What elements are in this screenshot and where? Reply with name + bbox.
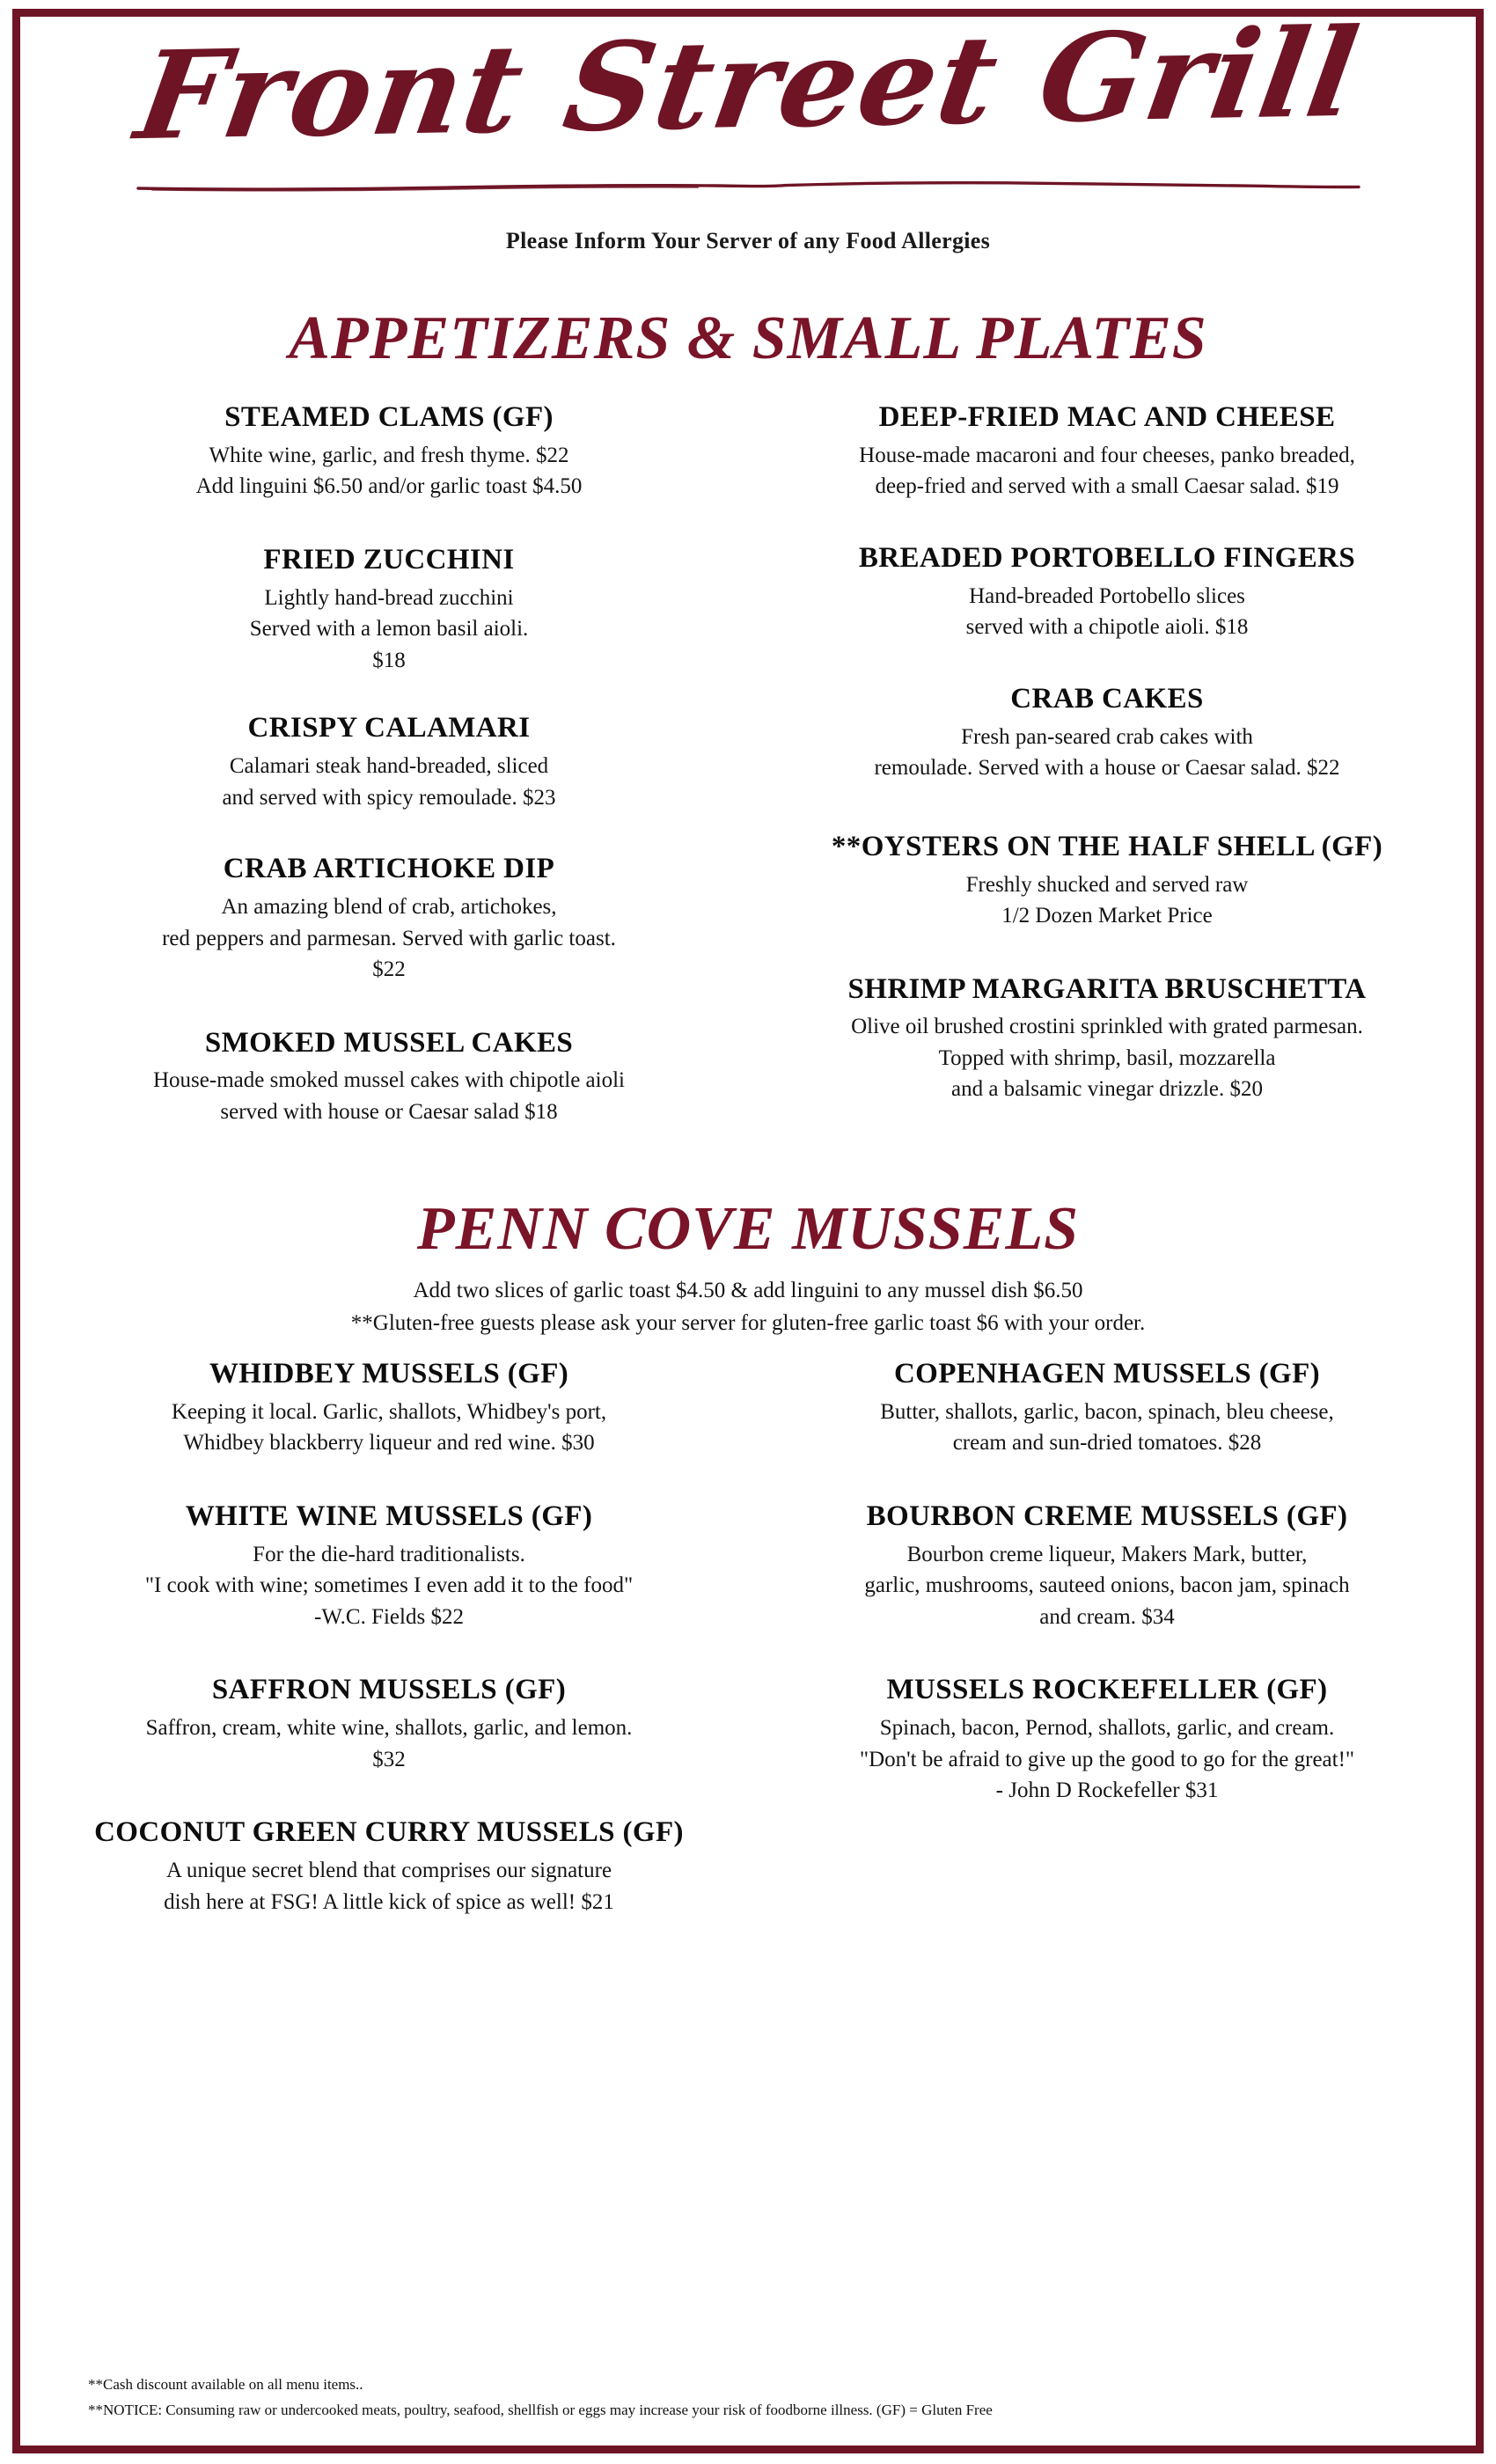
- menu-item-name: MUSSELS ROCKEFELLER (GF): [886, 1674, 1328, 1706]
- menu-item-description: [764, 440, 1450, 502]
- mussels-columns: [37, 1357, 1459, 1958]
- menu-item-name: **OYSTERS ON THE HALF SHELL (GF): [831, 830, 1383, 862]
- mussels-section-notes: [37, 1275, 1459, 1339]
- menu-item-name: CRAB CAKES: [1010, 682, 1204, 715]
- menu-item-description: [46, 751, 732, 813]
- menu-item-name: DEEP-FRIED MAC AND CHEESE: [878, 400, 1336, 433]
- menu-item-description-line: Olive oil brushed crostini sprinkled with grated parmesan.: [851, 1015, 1363, 1039]
- menu-item-name: SMOKED MUSSEL CAKES: [204, 1026, 574, 1059]
- menu-item: [764, 400, 1450, 502]
- menu-item-price: $22: [372, 957, 406, 981]
- menu-item: [46, 711, 732, 813]
- menu-item-name: BREADED PORTOBELLO FINGERS: [858, 541, 1356, 574]
- menu-item: [764, 541, 1450, 643]
- appetizers-right-column: [748, 400, 1459, 1135]
- menu-item: [46, 1026, 732, 1128]
- menu-item-name: STEAMED CLAMS (GF): [224, 400, 554, 433]
- menu-item-description-line: Fresh pan-seared crab cakes with: [961, 724, 1253, 749]
- menu-item-description-line: and served with spicy remoulade. $23: [222, 785, 556, 810]
- menu-item-description-line: Served with a lemon basil aioli.: [249, 617, 529, 642]
- mussels-gluten-free-note: **Gluten-free guests please ask your server for gluten-free garlic toast $6 with your order.: [350, 1310, 1146, 1335]
- menu-item-description-line: and a balsamic vinegar drizzle. $20: [950, 1077, 1264, 1102]
- menu-item: [764, 972, 1450, 1105]
- menu-item-description: [764, 1539, 1450, 1633]
- menu-item: [764, 1357, 1450, 1459]
- menu-item-price: 1/2 Dozen Market Price: [1001, 904, 1213, 928]
- appetizers-left-column: [37, 400, 748, 1158]
- menu-item-description-line: Hand-breaded Portobello slices: [969, 583, 1245, 608]
- menu-item-description: [764, 1712, 1450, 1807]
- menu-item-description: [46, 440, 732, 502]
- menu-item-description-line: and cream. $34: [1039, 1604, 1175, 1629]
- menu-item: [764, 1500, 1450, 1632]
- menu-item-description-line: garlic, mushrooms, sauteed onions, bacon jam, spinach: [864, 1573, 1350, 1598]
- menu-item-name: CRAB ARTICHOKE DIP: [223, 853, 555, 885]
- decorative-divider-rule: [135, 179, 1362, 193]
- menu-item-description-line: Saffron, cream, white wine, shallots, garlic, and lemon.: [145, 1716, 633, 1741]
- menu-item-description-line: A unique secret blend that comprises our signature: [165, 1859, 612, 1883]
- menu-item: [764, 1673, 1450, 1806]
- menu-item-description-line: Keeping it local. Garlic, shallots, Whidbey's port,: [171, 1399, 607, 1424]
- menu-item-description-line: An amazing blend of crab, artichokes,: [221, 895, 557, 919]
- menu-item-description-line: Lightly hand-bread zucchini: [264, 585, 514, 610]
- menu-item-name: FRIED ZUCCHINI: [263, 543, 515, 576]
- menu-item-description: [46, 1855, 732, 1918]
- menu-item-description: [764, 1011, 1450, 1105]
- menu-item: [46, 400, 732, 502]
- menu-item-description-line: House-made macaroni and four cheeses, panko breaded,: [859, 443, 1355, 467]
- menu-item-name: CRISPY CALAMARI: [247, 712, 531, 744]
- menu-item-description-line: House-made smoked mussel cakes with chipotle aioli: [153, 1068, 625, 1093]
- menu-item-description: [764, 722, 1450, 784]
- menu-item-price: $18: [372, 648, 406, 672]
- menu-item-description: [46, 1065, 732, 1127]
- menu-item-name: COCONUT GREEN CURRY MUSSELS (GF): [94, 1816, 684, 1849]
- mussels-right-column: [748, 1357, 1459, 1847]
- cash-discount-notice: **Cash discount available on all menu items..: [88, 2375, 363, 2393]
- section-title-penn-cove-mussels: PENN COVE MUSSELS: [416, 1195, 1080, 1264]
- restaurant-name-title: Front Street Grill: [128, 0, 1369, 168]
- menu-item-description-line: red peppers and parmesan. Served with garlic toast.: [162, 926, 616, 950]
- mussels-left-column: [37, 1357, 748, 1958]
- masthead: [37, 0, 1459, 254]
- menu-item-name: COPENHAGEN MUSSELS (GF): [893, 1357, 1321, 1390]
- menu-item-description-line: served with house or Caesar salad $18: [220, 1099, 558, 1124]
- menu-item-description-line: Whidbey blackberry liqueur and red wine. $30: [183, 1431, 595, 1456]
- menu-item-description-line: Spinach, bacon, Pernod, shallots, garlic, and cream.: [879, 1716, 1335, 1741]
- menu-item-quote: "I cook with wine; sometimes I even add it to the food": [144, 1573, 634, 1598]
- menu-item-description-line: served with a chipotle aioli. $18: [965, 615, 1249, 640]
- menu-item-description-line: cream and sun-dried tomatoes. $28: [952, 1431, 1262, 1456]
- menu-item-description: [46, 891, 732, 986]
- foodborne-illness-notice: **NOTICE: Consuming raw or undercooked meats, poultry, seafood, shellfish or eggs may increase your risk of foodborne illness. (GF) = Gluten Free: [88, 2402, 993, 2419]
- menu-item-description-line: Butter, shallots, garlic, bacon, spinach, bleu cheese,: [880, 1399, 1334, 1424]
- menu-item-quote: "Don't be afraid to give up the good to go for the great!": [859, 1747, 1355, 1771]
- allergy-notice: Please Inform Your Server of any Food Allergies: [505, 227, 991, 253]
- menu-item: [46, 1673, 732, 1775]
- menu-item-description-line: Bourbon creme liqueur, Makers Mark, butter,: [906, 1542, 1308, 1566]
- menu-item: [46, 1500, 732, 1632]
- menu-item-description: [46, 1539, 732, 1633]
- menu-item-quote-attribution: -W.C. Fields $22: [314, 1604, 464, 1629]
- menu-item-description-line: Freshly shucked and served raw: [965, 872, 1249, 897]
- menu-item: [46, 1357, 732, 1459]
- section-title-appetizers: APPETIZERS & SMALL PLATES: [289, 304, 1207, 372]
- menu-item-description-line: For the die-hard traditionalists.: [253, 1542, 525, 1566]
- menu-item: [46, 1815, 732, 1918]
- menu-item-description-line: White wine, garlic, and fresh thyme. $22: [209, 443, 569, 467]
- menu-item: [764, 682, 1450, 784]
- menu-item: [46, 543, 732, 676]
- menu-item-description-line: dish here at FSG! A little kick of spice as well! $21: [164, 1889, 614, 1914]
- menu-item-description-line: Calamari steak hand-breaded, sliced: [229, 754, 549, 779]
- menu-item-quote-attribution: - John D Rockefeller $31: [995, 1778, 1219, 1803]
- menu-item-name: WHIDBEY MUSSELS (GF): [209, 1357, 569, 1390]
- menu-item-description: [46, 583, 732, 677]
- menu-item-description: [46, 1397, 732, 1459]
- menu-item-name: BOURBON CREME MUSSELS (GF): [866, 1500, 1348, 1532]
- menu-item-description-line: Topped with shrimp, basil, mozzarella: [938, 1045, 1276, 1070]
- menu-item-description: [46, 1712, 732, 1775]
- menu-item-description-line: Add linguini $6.50 and/or garlic toast $4.50: [195, 474, 583, 499]
- menu-item-name: SHRIMP MARGARITA BRUSCHETTA: [847, 972, 1367, 1005]
- menu-item-description-line: deep-fried and served with a small Caesar salad. $19: [875, 474, 1339, 499]
- menu-item-description: [764, 1397, 1450, 1459]
- menu-item-description-line: remoulade. Served with a house or Caesar salad. $22: [874, 756, 1340, 781]
- menu-item-name: WHITE WINE MUSSELS (GF): [185, 1500, 593, 1532]
- appetizers-columns: [37, 400, 1459, 1158]
- menu-item-name: SAFFRON MUSSELS (GF): [211, 1674, 567, 1706]
- footer-fine-print: [0, 2372, 1496, 2424]
- menu-item-description: [764, 869, 1450, 932]
- menu-item-price: $32: [372, 1747, 406, 1771]
- menu-item: [46, 852, 732, 985]
- menu-item-description: [764, 581, 1450, 643]
- menu-item: [764, 830, 1450, 932]
- mussels-addon-note: Add two slices of garlic toast $4.50 & add linguini to any mussel dish $6.50: [413, 1279, 1083, 1303]
